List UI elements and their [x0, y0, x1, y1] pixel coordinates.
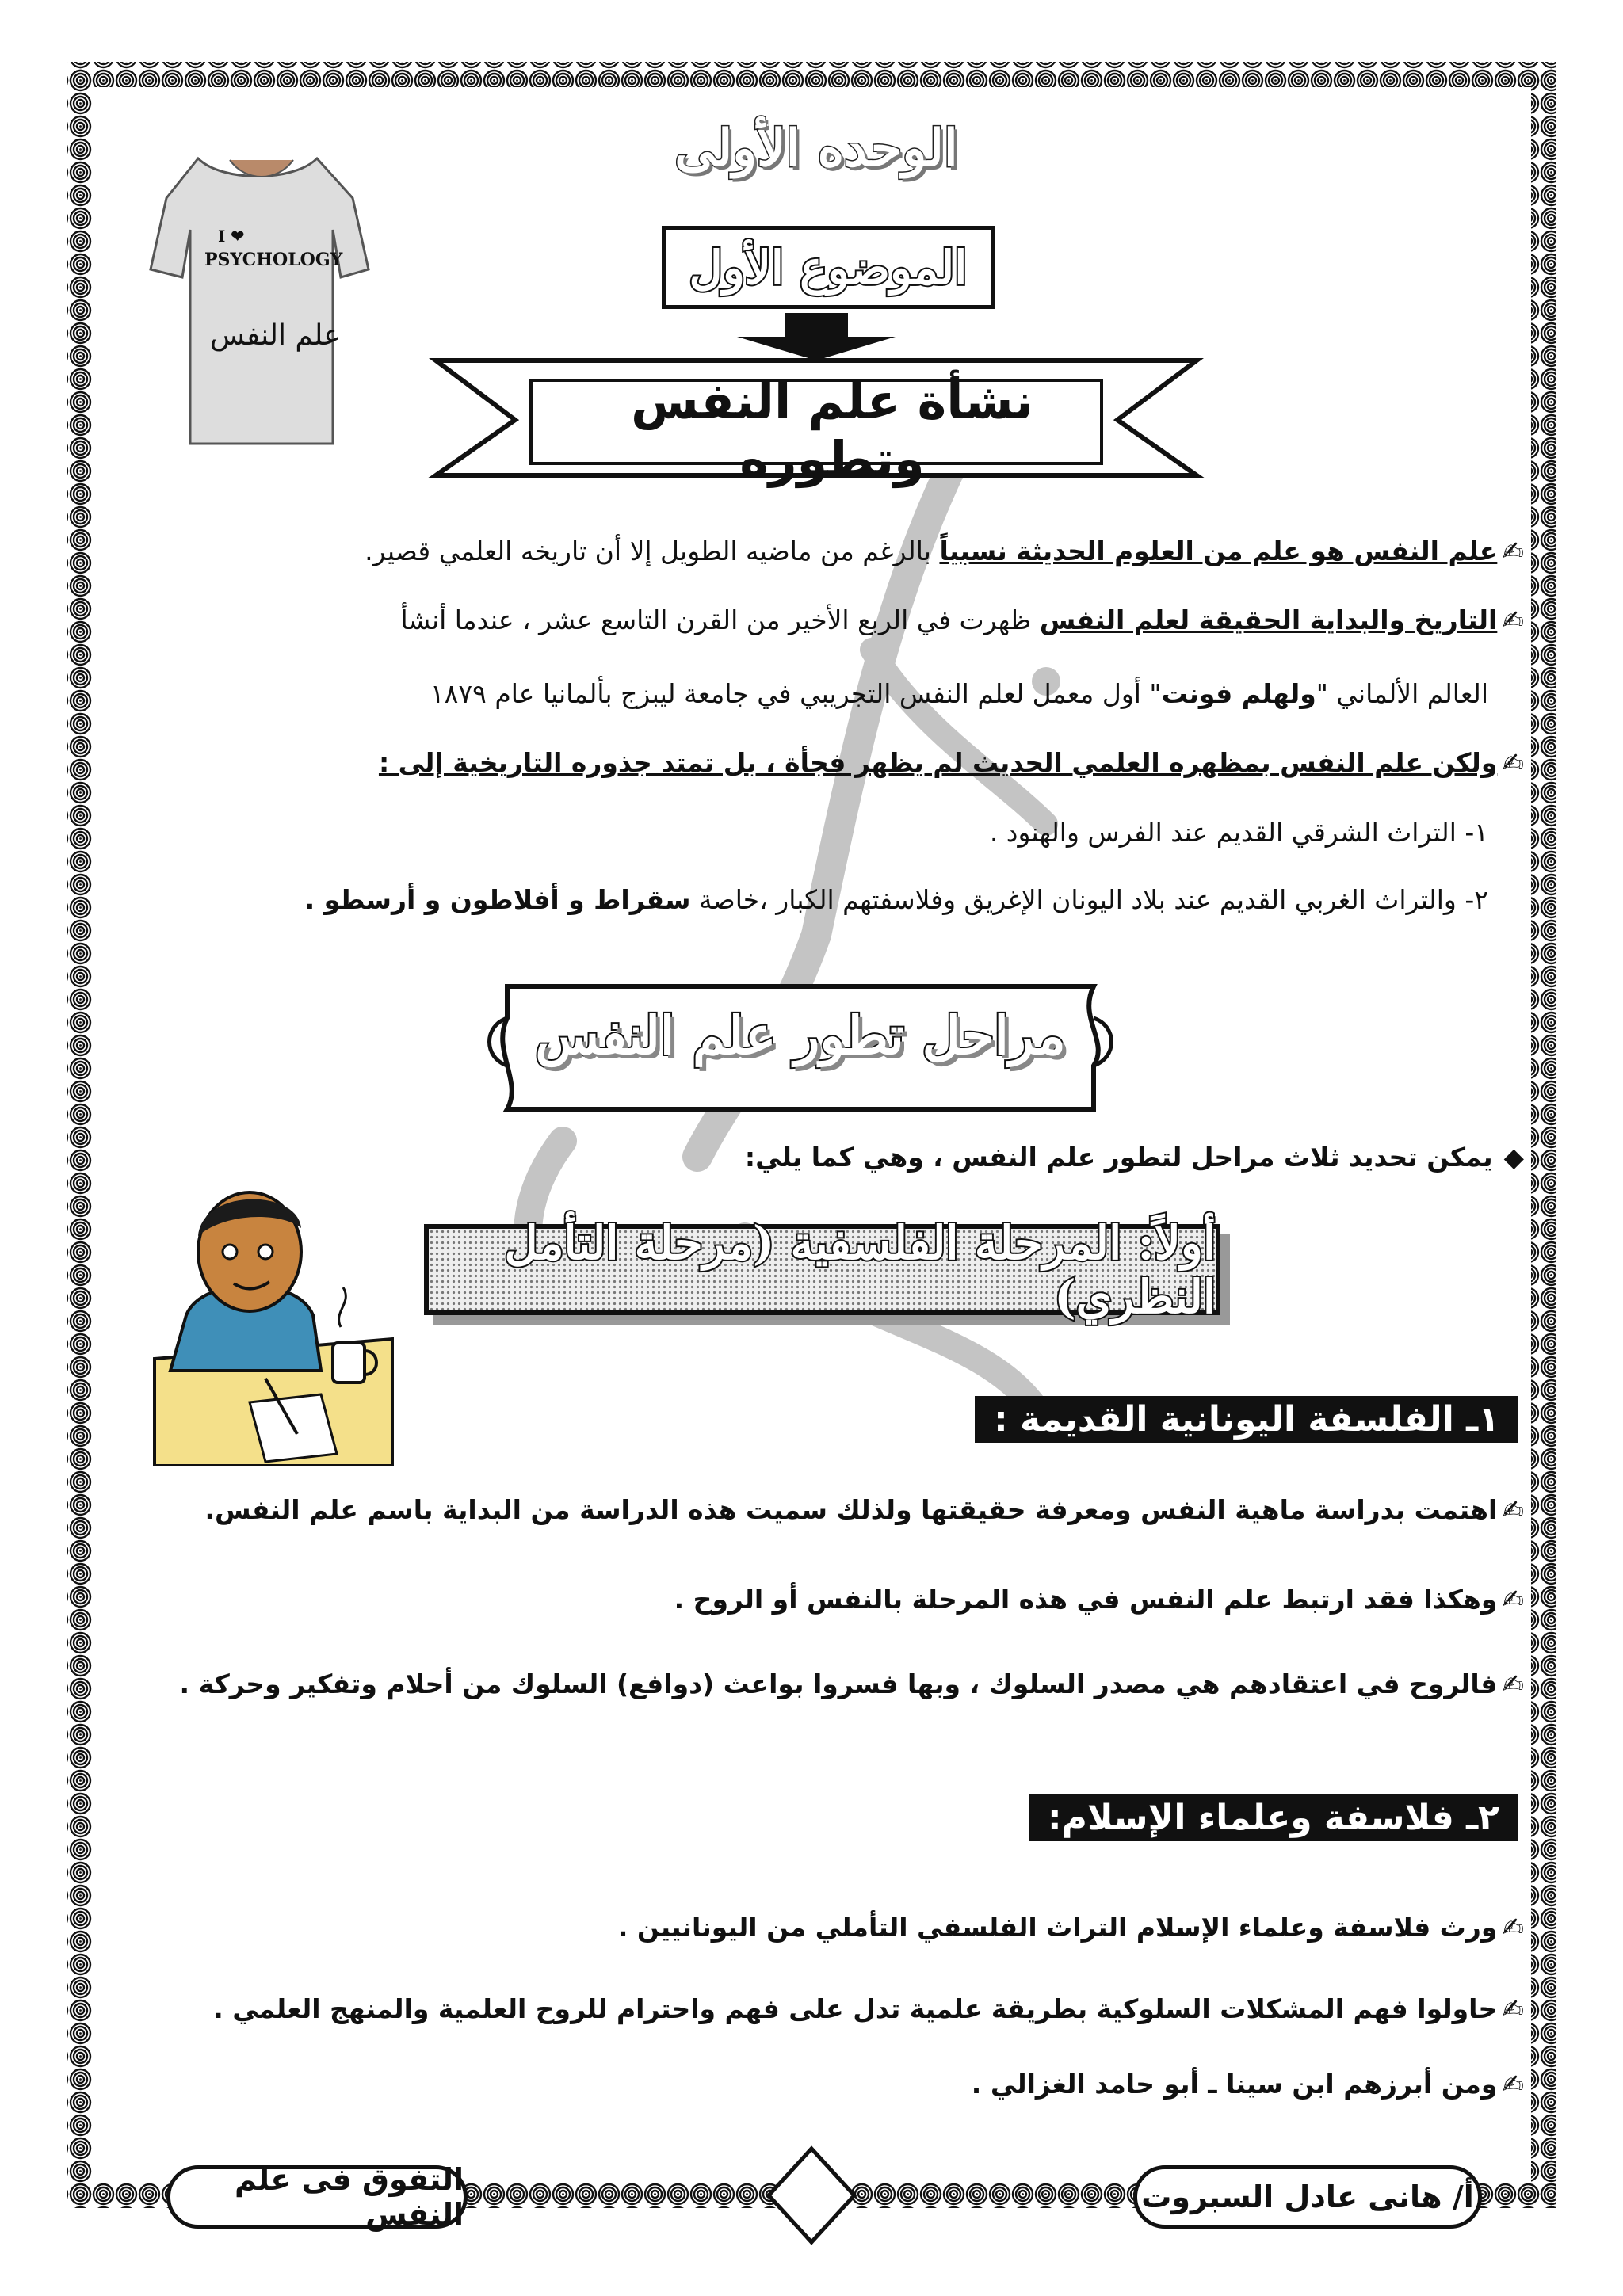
greek-point-2: ✍وهكذا فقد ارتبط علم النفس في هذه المرحلة بالنفس أو الروح .	[674, 1584, 1524, 1615]
pen-icon: ✍	[1502, 747, 1524, 778]
shirt-text-love: I ❤	[218, 227, 245, 246]
unit-title: الوحده الأولى	[674, 119, 958, 178]
main-title: نشأة علم النفس وتطوره	[631, 372, 1033, 488]
greek-point-3: ✍فالروح في اعتقادهم هي مصدر السلوك ، وبها فسروا بواعث (دوافع) السلوك من أحلام وتفكير وحركة .	[179, 1669, 1524, 1699]
pen-icon: ✍	[1502, 1993, 1524, 2024]
greek-heading: ١ـ الفلسفة اليونانية القديمة :	[975, 1396, 1518, 1443]
pen-icon: ✍	[1502, 605, 1524, 635]
pen-icon: ✍	[1502, 1669, 1524, 1699]
root-1: ١- التراث الشرقي القديم عند الفرس والهنود .	[989, 817, 1488, 848]
stages-intro: ◆يمكن تحديد ثلاث مراحل لتطور علم النفس ، وهي كما يلي:	[744, 1142, 1524, 1173]
bullet-icon: ◆	[1503, 1142, 1524, 1173]
thinking-student-image	[139, 1180, 400, 1466]
footer-author: أ/ هانى عادل السبروت	[1133, 2165, 1482, 2229]
scientist-name: ولهلم فونت	[1161, 678, 1316, 709]
pen-icon: ✍	[1502, 2069, 1524, 2100]
phase-1-title: أولاً: المرحلة الفلسفية (مرحلة التأمل النظري)	[424, 1224, 1220, 1315]
pen-icon: ✍	[1502, 1494, 1524, 1525]
islam-heading: ٢ـ فلاسفة وعلماء الإسلام:	[1029, 1794, 1518, 1841]
islam-point-3: ✍ومن أبرزهم ابن سينا ـ أبو حامد الغزالي .	[971, 2069, 1524, 2100]
intro-line-4: ✍ولكن علم النفس بمظهره العلمي الحديث لم يظهر فجأة ، بل تمتد جذوره التاريخية إلى :	[378, 747, 1524, 778]
footer-book-title: التفوق فى علم النفس	[166, 2165, 468, 2229]
pen-icon: ✍	[1502, 1584, 1524, 1615]
pen-icon: ✍	[1502, 1912, 1524, 1943]
intro-line-3: العالم الألماني "ولهلم فونت" أول معمل لعلم النفس التجريبي في جامعة ليبزج بألمانيا عام ١٨٧٩	[430, 678, 1488, 709]
islam-point-1: ✍ورث فلاسفة وعلماء الإسلام التراث الفلسفي التأملي من اليونانيين .	[617, 1912, 1524, 1943]
intro-line-2: ✍التاريخ والبداية الحقيقة لعلم النفس ظهرت في الربع الأخير من القرن التاسع عشر ، عندما أنشأ	[400, 605, 1524, 635]
intro-line-1: ✍علم النفس هو علم من العلوم الحديثة نسبياً بالرغم من ماضيه الطويل إلا أن تاريخه العلمي قصير.	[365, 536, 1524, 566]
topic-banner: الموضوع الأول	[662, 226, 995, 309]
stages-banner-title: مراحل تطور علم النفس	[535, 1005, 1066, 1066]
psychology-shirt-image	[143, 151, 372, 452]
root-2: ٢- والتراث الغربي القديم عند بلاد اليونان الإغريق وفلاسفتهم الكبار ،خاصة سقراط و أفلاطون و أرسطو .	[304, 884, 1488, 915]
shirt-text-psychology: PSYCHOLOGY	[204, 250, 343, 270]
greek-point-1: ✍اهتمت بدراسة ماهية النفس ومعرفة حقيقتها ولذلك سميت هذه الدراسة من البداية باسم علم النفس.	[204, 1494, 1524, 1525]
islam-point-2: ✍حاولوا فهم المشكلات السلوكية بطريقة علمية تدل على فهم واحترام للروح العلمية والمنهج العلمي .	[213, 1993, 1524, 2024]
shirt-text-arabic: علم النفس	[210, 319, 341, 352]
pen-icon: ✍	[1502, 536, 1524, 566]
